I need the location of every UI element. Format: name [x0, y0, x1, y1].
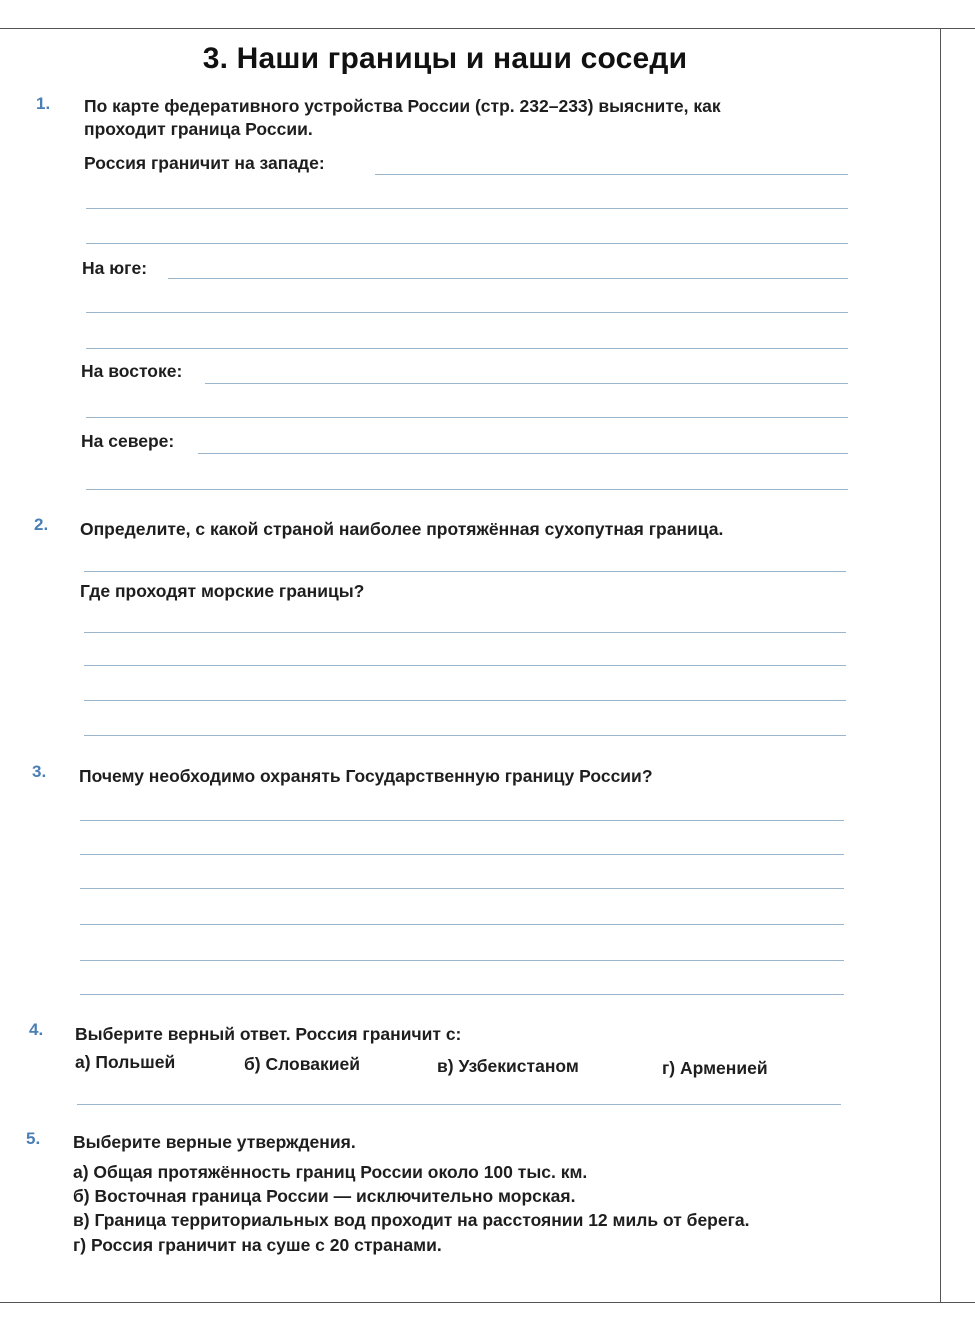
answer-line-task3-4[interactable]	[80, 924, 844, 925]
prompt-north: На севере:	[81, 431, 175, 451]
task-4-option-d[interactable]: г) Арменией	[662, 1058, 768, 1078]
answer-line-south-3[interactable]	[86, 348, 848, 349]
answer-line-task2-4[interactable]	[84, 700, 846, 701]
answer-line-east-1[interactable]	[205, 383, 848, 384]
prompt-west: Россия граничит на западе:	[84, 153, 325, 173]
page-title: 3. Наши границы и наши соседи	[202, 42, 688, 75]
task-1-text-line1: По карте федеративного устройства России (стр. 232–233) выясните, как	[84, 96, 721, 116]
answer-line-task2-1[interactable]	[84, 571, 846, 572]
answer-line-west-3[interactable]	[86, 243, 848, 244]
task-4-option-b[interactable]: б) Словакией	[244, 1054, 360, 1074]
answer-line-north-2[interactable]	[86, 489, 848, 490]
answer-line-north-1[interactable]	[198, 453, 848, 454]
prompt-south: На юге:	[82, 258, 148, 278]
answer-line-task4[interactable]	[77, 1104, 841, 1105]
task-2-text: Определите, с какой страной наиболее протяжённая сухопутная граница.	[80, 519, 724, 539]
task-4-text: Выберите верный ответ. Россия граничит с:	[75, 1024, 462, 1044]
answer-line-task3-1[interactable]	[80, 820, 844, 821]
task-2-subquestion: Где проходят морские границы?	[80, 581, 365, 601]
answer-line-task3-2[interactable]	[80, 854, 844, 855]
answer-line-west-1[interactable]	[375, 174, 848, 175]
answer-line-task3-6[interactable]	[80, 994, 844, 995]
answer-line-south-1[interactable]	[168, 278, 848, 279]
prompt-east: На востоке:	[81, 361, 183, 381]
answer-line-task3-5[interactable]	[80, 960, 844, 961]
answer-line-task2-5[interactable]	[84, 735, 846, 736]
task-3-number: 3.	[32, 762, 47, 781]
task-4-option-a[interactable]: а) Польшей	[75, 1052, 176, 1072]
right-margin-line	[940, 28, 941, 1303]
task-1-number: 1.	[36, 94, 51, 113]
task-1-text-line2: проходит граница России.	[84, 119, 313, 139]
answer-line-south-2[interactable]	[86, 312, 848, 313]
answer-line-task3-3[interactable]	[80, 888, 844, 889]
task-5-statement-d[interactable]: г) Россия граничит на суше с 20 странами.	[73, 1235, 442, 1255]
answer-line-task2-2[interactable]	[84, 632, 846, 633]
task-4-option-c[interactable]: в) Узбекистаном	[437, 1056, 579, 1076]
bottom-border-line	[0, 1302, 975, 1303]
task-4-number: 4.	[29, 1020, 44, 1039]
task-5-statement-b[interactable]: б) Восточная граница России — исключительно морская.	[73, 1186, 576, 1206]
answer-line-east-2[interactable]	[86, 417, 848, 418]
top-border-line	[0, 28, 975, 29]
answer-line-west-2[interactable]	[86, 208, 848, 209]
task-5-number: 5.	[26, 1129, 41, 1148]
task-5-statement-c[interactable]: в) Граница территориальных вод проходит на расстоянии 12 миль от берега.	[73, 1210, 750, 1230]
task-5-statement-a[interactable]: а) Общая протяжённость границ России около 100 тыс. км.	[73, 1162, 588, 1182]
task-2-number: 2.	[34, 515, 49, 534]
answer-line-task2-3[interactable]	[84, 665, 846, 666]
task-5-text: Выберите верные утверждения.	[73, 1132, 356, 1152]
task-3-text: Почему необходимо охранять Государственную границу России?	[79, 766, 653, 786]
